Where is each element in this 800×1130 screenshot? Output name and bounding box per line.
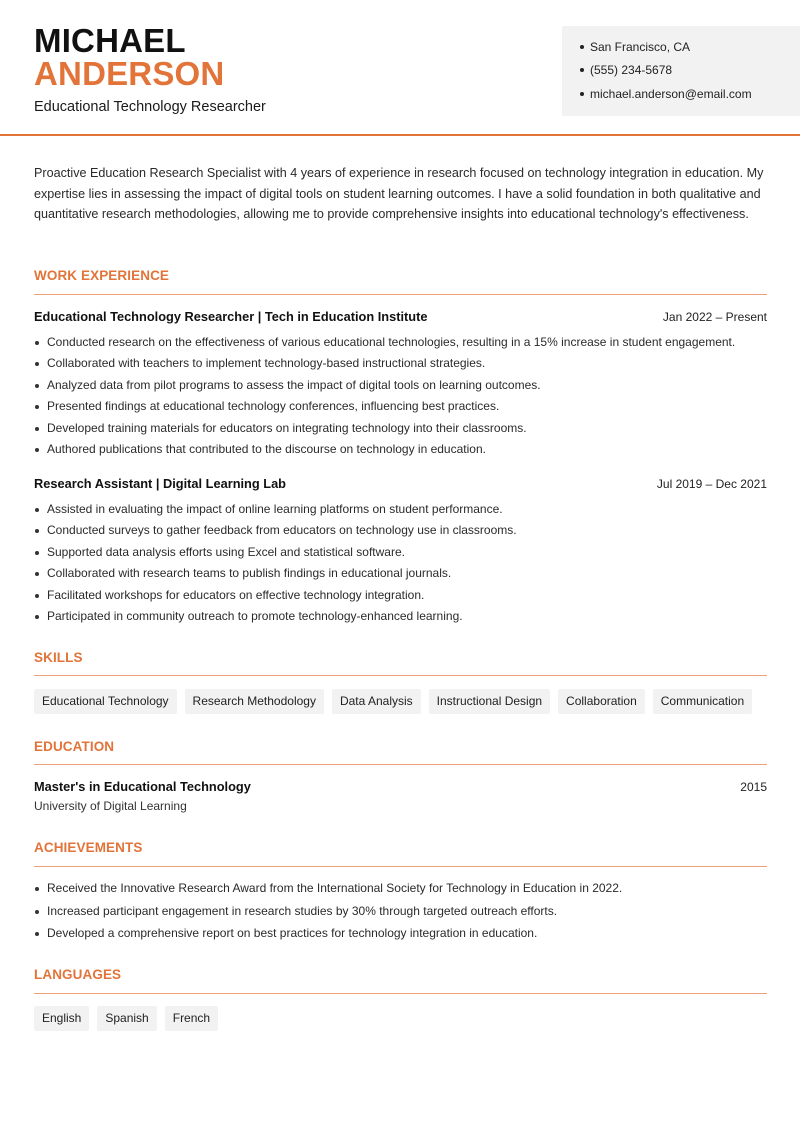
section-divider xyxy=(34,294,767,295)
language-tag: Spanish xyxy=(97,1006,156,1031)
list-item: Participated in community outreach to promote technology-enhanced learning. xyxy=(34,608,769,629)
contact-box xyxy=(562,26,800,116)
contact-location xyxy=(580,40,690,54)
bullet-icon xyxy=(580,92,584,96)
skill-tag: Communication xyxy=(653,689,752,714)
skill-tag: Collaboration xyxy=(558,689,645,714)
job-bullets-2 xyxy=(34,501,769,629)
job-dates: Jul 2019 – Dec 2021 xyxy=(656,477,767,491)
location-text: San Francisco, CA xyxy=(590,40,691,54)
graduation-year: 2015 xyxy=(740,780,767,794)
resume-header xyxy=(0,0,800,136)
list-item: Supported data analysis efforts using Excel and statistical software. xyxy=(34,544,769,565)
job-bullets-1 xyxy=(34,334,769,462)
job-header-1 xyxy=(34,309,767,324)
language-tag: French xyxy=(165,1006,218,1031)
list-item: Collaborated with research teams to publish findings in educational journals. xyxy=(34,565,769,586)
email-text: michael.anderson@email.com xyxy=(590,87,752,101)
list-item: Developed a comprehensive report on best practices for technology integration in education. xyxy=(34,925,769,948)
first-name: MICHAEL xyxy=(34,22,186,59)
list-item: Authored publications that contributed to the discourse on technology in education. xyxy=(34,441,769,462)
list-item: Presented findings at educational technology conferences, influencing best practices. xyxy=(34,398,769,419)
section-divider xyxy=(34,866,767,867)
achievements-heading: ACHIEVEMENTS xyxy=(34,840,143,855)
languages-tags xyxy=(34,1006,218,1031)
contact-email xyxy=(580,87,752,101)
list-item: Conducted surveys to gather feedback from educators on technology use in classrooms. xyxy=(34,522,769,543)
list-item: Received the Innovative Research Award from the International Society for Technology in Education in 2022. xyxy=(34,880,769,903)
job-role: Research Assistant | Digital Learning Lab xyxy=(34,476,287,491)
bullet-icon xyxy=(580,45,584,49)
phone-text: (555) 234-5678 xyxy=(590,63,673,77)
list-item: Increased participant engagement in research studies by 30% through targeted outreach efforts. xyxy=(34,903,769,926)
contact-phone xyxy=(580,63,672,77)
list-item: Conducted research on the effectiveness of various educational technologies, resulting in a 15% increase in student engagement. xyxy=(34,334,769,355)
list-item: Assisted in evaluating the impact of online learning platforms on student performance. xyxy=(34,501,769,522)
summary-paragraph: Proactive Education Research Specialist with 4 years of experience in research focused on technology integration in education. My expertise lies in assessing the impact of digital tools on student learning outcomes. I have a solid foundation in both qualitative and quantitative research methodologies, allowing me to provide comprehensive insights into educational technology's effectiveness. xyxy=(34,166,764,222)
list-item: Facilitated workshops for educators on effective technology integration. xyxy=(34,587,769,608)
section-divider xyxy=(34,675,767,676)
skills-tags xyxy=(34,689,752,714)
bullet-icon xyxy=(580,68,584,72)
list-item: Collaborated with teachers to implement technology-based instructional strategies. xyxy=(34,355,769,376)
work-experience-heading: WORK EXPERIENCE xyxy=(34,268,170,283)
degree: Master's in Educational Technology xyxy=(34,779,251,794)
school-name: University of Digital Learning xyxy=(34,799,187,813)
job-dates: Jan 2022 – Present xyxy=(662,310,767,324)
language-tag: English xyxy=(34,1006,89,1031)
job-role: Educational Technology Researcher | Tech in Education Institute xyxy=(34,309,428,324)
skills-heading: SKILLS xyxy=(34,650,83,665)
section-divider xyxy=(34,993,767,994)
last-name: ANDERSON xyxy=(34,55,225,92)
achievements-list xyxy=(34,880,769,948)
list-item: Developed training materials for educators on integrating technology into their classrooms. xyxy=(34,420,769,441)
education-heading: EDUCATION xyxy=(34,739,115,754)
skill-tag: Educational Technology xyxy=(34,689,177,714)
skill-tag: Data Analysis xyxy=(332,689,421,714)
education-entry xyxy=(34,779,767,794)
skill-tag: Research Methodology xyxy=(185,689,324,714)
languages-heading: LANGUAGES xyxy=(34,967,122,982)
headline-title: Educational Technology Researcher xyxy=(34,99,266,115)
skill-tag: Instructional Design xyxy=(429,689,550,714)
job-header-2 xyxy=(34,476,767,491)
section-divider xyxy=(34,764,767,765)
list-item: Analyzed data from pilot programs to assess the impact of digital tools on learning outcomes. xyxy=(34,377,769,398)
